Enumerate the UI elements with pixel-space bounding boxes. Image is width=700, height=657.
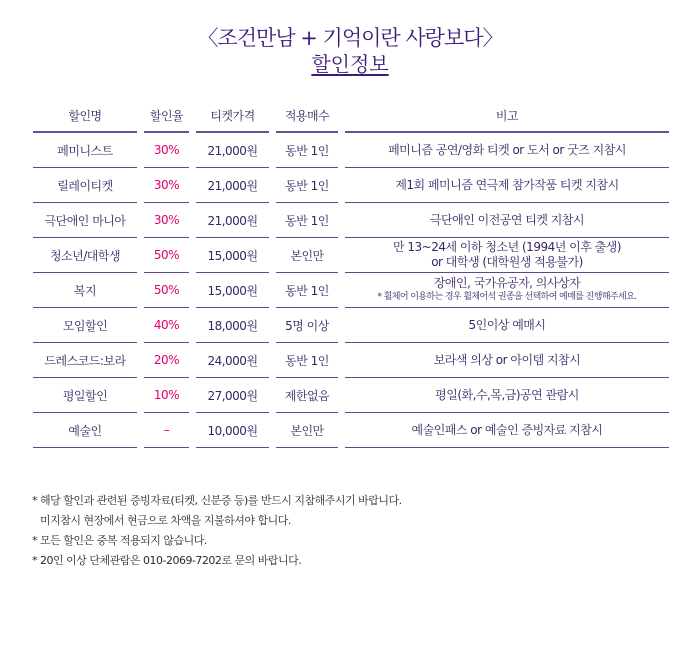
note-text: 예술인패스 or 예술인 증빙자료 지참시 [411,422,603,437]
note-text: 만 13~24세 이하 청소년 (1994년 이후 출생) [393,240,621,254]
discount-name: 페미니스트 [33,133,137,168]
ticket-price: 15,000원 [196,238,269,273]
ticket-count: 제한없음 [276,378,338,413]
discount-name: 모임할인 [33,308,137,343]
ticket-price: 15,000원 [196,273,269,308]
table-row [33,203,669,238]
discount-rate: – [144,413,189,448]
note-text: 페미니즘 공연/영화 티켓 or 도서 or 굿즈 지참시 [388,142,626,157]
footnote-line: * 20인 이상 단체관람은 010-2069-7202로 문의 바랍니다. [32,554,302,567]
discount-note [345,413,669,448]
header-note: 비고 [345,100,669,133]
discount-rate: 20% [144,343,189,378]
discount-table [33,100,669,448]
note-text: 장애인, 국가유공자, 의사상자 [433,276,581,290]
note-text-secondary: or 대학생 (대학원생 적용불가) [431,255,583,269]
discount-rate: 50% [144,238,189,273]
header-count: 적용매수 [276,100,338,133]
discount-note [345,168,669,203]
discount-note [345,378,669,413]
ticket-price: 24,000원 [196,343,269,378]
header-price: 티켓가격 [196,100,269,133]
section-subtitle [0,51,700,77]
page-title: 〈조건만남 + 기억이란 사랑보다〉 [197,26,503,50]
discount-note [345,133,669,168]
ticket-count: 본인만 [276,413,338,448]
table-row [33,343,669,378]
note-text: 5인이상 예매시 [468,317,546,332]
discount-note [345,238,669,273]
discount-note [345,203,669,238]
table-row [33,378,669,413]
table-header-row [33,100,669,133]
ticket-count: 본인만 [276,238,338,273]
ticket-count: 동반 1인 [276,133,338,168]
ticket-count: 동반 1인 [276,343,338,378]
header-rate: 할인율 [144,100,189,133]
table-row [33,133,669,168]
footnote-line: * 모든 할인은 중복 적용되지 않습니다. [32,534,207,547]
discount-rate: 30% [144,203,189,238]
note-text: 제1회 페미니즘 연극제 참가작품 티켓 지참시 [395,177,619,192]
table-row [33,168,669,203]
table-row [33,308,669,343]
note-small-text: * 휠체어 이용하는 경우 휠체어석 권종을 선택하여 예매를 진행해주세요. [377,292,637,302]
discount-rate: 50% [144,273,189,308]
footnotes [32,491,402,571]
ticket-price: 21,000원 [196,203,269,238]
note-text: 평일(화,수,목,금)공연 관람시 [435,387,579,402]
discount-rate: 30% [144,168,189,203]
discount-rate: 40% [144,308,189,343]
ticket-price: 18,000원 [196,308,269,343]
subtitle-text: 할인정보 [311,52,389,76]
ticket-price: 21,000원 [196,168,269,203]
table-row [33,273,669,308]
ticket-count: 동반 1인 [276,168,338,203]
discount-note [345,308,669,343]
discount-rate: 30% [144,133,189,168]
discount-rate: 10% [144,378,189,413]
ticket-price: 10,000원 [196,413,269,448]
discount-note [345,273,669,308]
footnote-line: 미지참시 현장에서 현금으로 차액을 지불하셔야 합니다. [40,514,291,527]
discount-name: 예술인 [33,413,137,448]
ticket-count: 5명 이상 [276,308,338,343]
header-name: 할인명 [33,100,137,133]
note-text: 극단애인 이전공연 티켓 지참시 [429,212,585,227]
discount-name: 평일할인 [33,378,137,413]
ticket-price: 27,000원 [196,378,269,413]
discount-name: 청소년/대학생 [33,238,137,273]
ticket-count: 동반 1인 [276,203,338,238]
ticket-count: 동반 1인 [276,273,338,308]
table-row [33,413,669,448]
ticket-price: 21,000원 [196,133,269,168]
discount-name: 드레스코드:보라 [33,343,137,378]
discount-name: 복지 [33,273,137,308]
note-text: 보라색 의상 or 아이템 지참시 [433,352,581,367]
discount-note [345,343,669,378]
discount-name: 릴레이티켓 [33,168,137,203]
table-row [33,238,669,273]
footnote-line: * 해당 할인과 관련된 증빙자료(티켓, 신분증 등)를 반드시 지참해주시기 바랍니다. [32,494,402,507]
discount-name: 극단애인 마니아 [33,203,137,238]
